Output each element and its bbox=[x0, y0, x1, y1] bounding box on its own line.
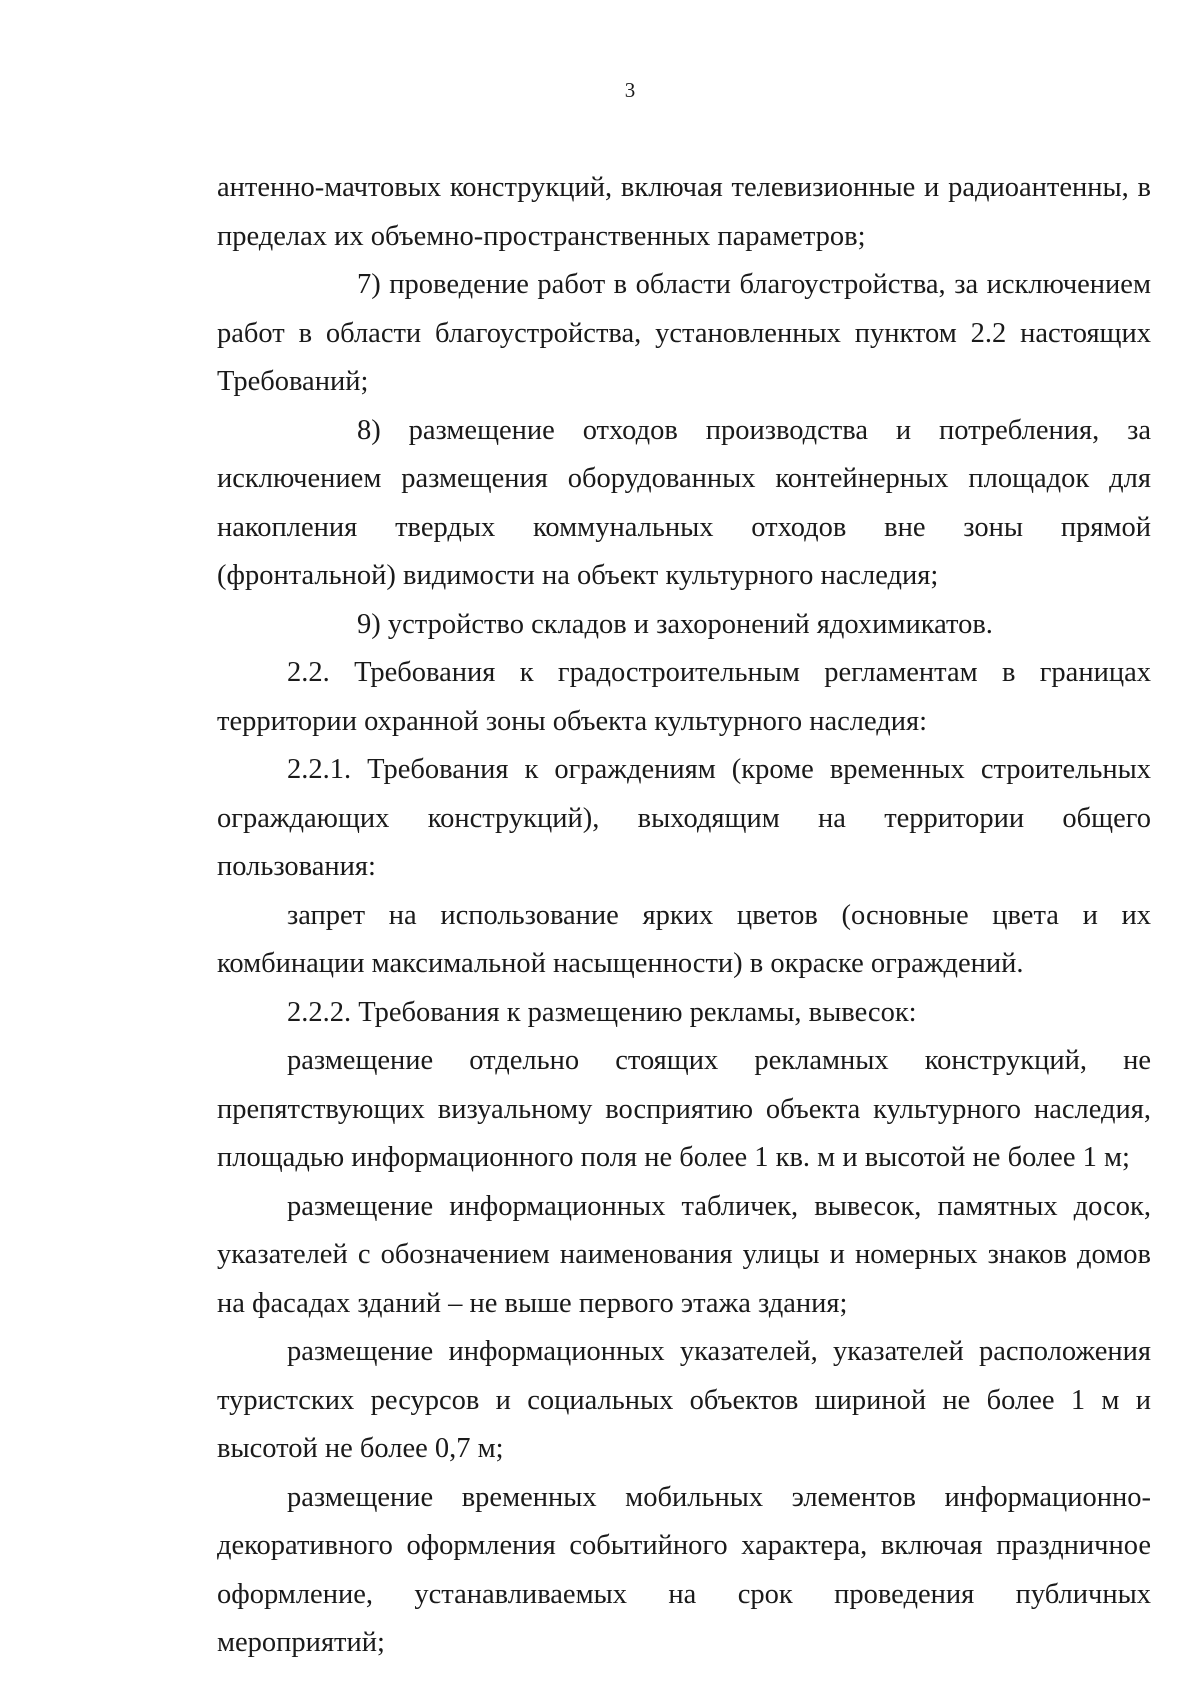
paragraph-text: запрет на использование ярких цветов (основные цвета и их комбинации максимальной насыщенности) в окраске ограждений. bbox=[217, 899, 1151, 979]
paragraph-text: антенно-мачтовых конструкций, включая телевизионные и радиоантенны, в пределах их объемно-пространственных параметров; bbox=[217, 172, 1151, 252]
paragraph-text: размещение временных мобильных элементов информационно-декоративного оформления событийного характера, включая праздничное оформление, устанавливаемых на срок проведения публичных мероприятий; bbox=[217, 1481, 1151, 1658]
paragraph-text: 2.2.2. Требования к размещению рекламы, вывесок: bbox=[287, 996, 917, 1028]
document-body bbox=[217, 164, 1151, 1668]
paragraph-continuation bbox=[217, 164, 1151, 261]
paragraph-text: размещение информационных табличек, вывесок, памятных досок, указателей с обозначением наименования улицы и номерных знаков домов на фасадах зданий – не выше первого этажа здания; bbox=[217, 1190, 1151, 1319]
paragraph-info-pointers bbox=[217, 1328, 1151, 1474]
paragraph-text: 2.2. Требования к градостроительным регламентам в границах территории охранной зоны объекта культурного наследия: bbox=[217, 657, 1151, 737]
section-2-2 bbox=[217, 649, 1151, 746]
section-2-2-2 bbox=[217, 989, 1151, 1038]
paragraph-temporary-decor bbox=[217, 1474, 1151, 1668]
list-item-text: устройство складов и захоронений ядохимикатов. bbox=[387, 608, 993, 640]
list-item-text: размещение отходов производства и потребления, за исключением размещения оборудованных контейнерных площадок для накопления твердых коммунальных отходов вне зоны прямой (фронтальной) видимости на объект культурного наследия; bbox=[217, 414, 1151, 591]
paragraph-advertising-structures bbox=[217, 1037, 1151, 1183]
list-item-9 bbox=[217, 601, 1151, 650]
section-2-2-1 bbox=[217, 746, 1151, 892]
list-item-7 bbox=[217, 261, 1151, 407]
list-number: 7) bbox=[357, 269, 381, 300]
paragraph-fence-colors bbox=[217, 892, 1151, 989]
list-number: 9) bbox=[357, 608, 381, 640]
paragraph-text: размещение отдельно стоящих рекламных конструкций, не препятствующих визуальному восприятию объекта культурного наследия, площадью информационного поля не более 1 кв. м и высотой не более 1 м; bbox=[217, 1045, 1151, 1173]
list-number: 8) bbox=[357, 414, 381, 446]
paragraph-signs-plaques bbox=[217, 1183, 1151, 1329]
list-item-text: проведение работ в области благоустройства, за исключением работ в области благоустройства, установленных пунктом 2.2 настоящих Требований; bbox=[217, 269, 1151, 397]
paragraph-text: размещение информационных указателей, указателей расположения туристских ресурсов и социальных объектов шириной не более 1 м и высотой не более 0,7 м; bbox=[217, 1336, 1151, 1464]
page-number: 3 bbox=[624, 78, 636, 102]
paragraph-text: 2.2.1. Требования к ограждениям (кроме временных строительных ограждающих конструкций), выходящим на территории общего пользования: bbox=[217, 754, 1151, 882]
list-item-8 bbox=[217, 407, 1151, 601]
